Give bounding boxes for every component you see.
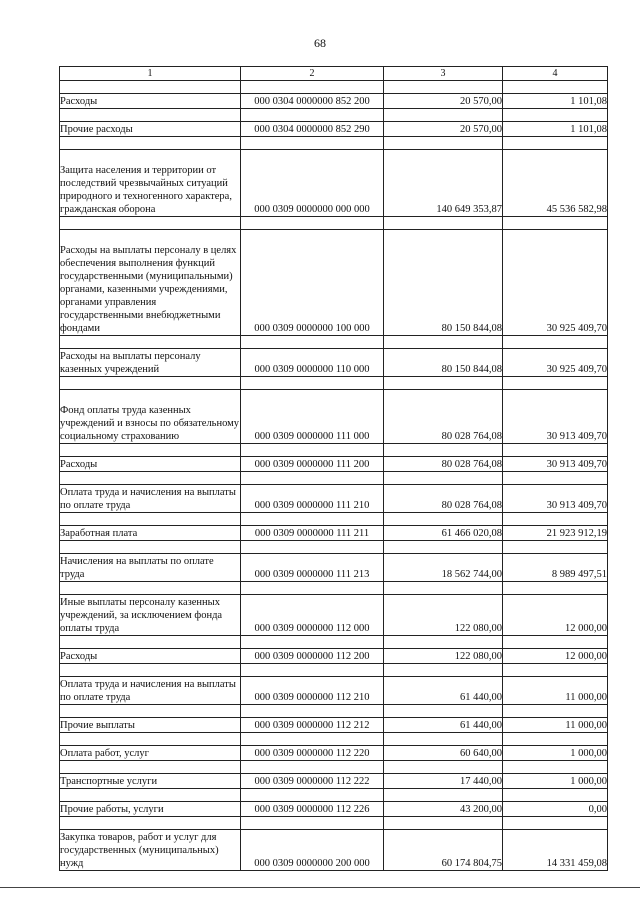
row-gap bbox=[60, 444, 608, 457]
gap-cell bbox=[60, 664, 241, 677]
gap-cell bbox=[384, 541, 503, 554]
table-row bbox=[60, 677, 608, 705]
row-value-col4: 21 923 912,19 bbox=[503, 526, 608, 541]
row-code-cell: 000 0309 0000000 110 000 bbox=[241, 349, 384, 377]
table-row bbox=[60, 122, 608, 137]
row-code-cell: 000 0304 0000000 852 200 bbox=[241, 94, 384, 109]
row-name-cell: Оплата труда и начисления на выплаты по оплате труда bbox=[60, 485, 241, 513]
gap-cell bbox=[384, 217, 503, 230]
gap-cell bbox=[60, 377, 241, 390]
row-gap bbox=[60, 81, 608, 94]
row-gap bbox=[60, 705, 608, 718]
gap-cell bbox=[241, 761, 384, 774]
row-value-col3: 61 440,00 bbox=[384, 677, 503, 705]
row-gap bbox=[60, 472, 608, 485]
row-code-cell: 000 0304 0000000 852 290 bbox=[241, 122, 384, 137]
gap-cell bbox=[60, 582, 241, 595]
row-gap bbox=[60, 817, 608, 830]
row-name-cell: Расходы bbox=[60, 457, 241, 472]
gap-cell bbox=[60, 444, 241, 457]
row-gap bbox=[60, 636, 608, 649]
gap-cell bbox=[503, 472, 608, 485]
row-name-cell: Начисления на выплаты по оплате труда bbox=[60, 554, 241, 582]
table-header-row bbox=[60, 67, 608, 81]
row-name-cell: Расходы bbox=[60, 649, 241, 664]
gap-cell bbox=[241, 137, 384, 150]
row-value-col3: 61 466 020,08 bbox=[384, 526, 503, 541]
gap-cell bbox=[384, 444, 503, 457]
row-gap bbox=[60, 109, 608, 122]
row-code-cell: 000 0309 0000000 112 220 bbox=[241, 746, 384, 761]
gap-cell bbox=[241, 789, 384, 802]
column-header-4: 4 bbox=[503, 67, 608, 81]
row-value-col4: 30 913 409,70 bbox=[503, 485, 608, 513]
column-header-3: 3 bbox=[384, 67, 503, 81]
row-name-cell: Прочие работы, услуги bbox=[60, 802, 241, 817]
gap-cell bbox=[384, 513, 503, 526]
gap-cell bbox=[503, 336, 608, 349]
gap-cell bbox=[503, 789, 608, 802]
row-gap bbox=[60, 513, 608, 526]
gap-cell bbox=[503, 81, 608, 94]
gap-cell bbox=[503, 109, 608, 122]
row-value-col3: 140 649 353,87 bbox=[384, 150, 503, 217]
gap-cell bbox=[60, 513, 241, 526]
gap-cell bbox=[503, 664, 608, 677]
row-name-cell: Фонд оплаты труда казенных учреждений и взносы по обязательному социальному страхованию bbox=[60, 390, 241, 444]
table-row bbox=[60, 774, 608, 789]
row-name-cell: Расходы на выплаты персоналу в целях обеспечения выполнения функций государственными (муниципальными) органами, казенными учреждениями, органами управления государственными внебюджетными фондами bbox=[60, 230, 241, 336]
row-value-col4: 30 925 409,70 bbox=[503, 230, 608, 336]
row-value-col3: 20 570,00 bbox=[384, 122, 503, 137]
row-value-col3: 61 440,00 bbox=[384, 718, 503, 733]
gap-cell bbox=[503, 761, 608, 774]
row-code-cell: 000 0309 0000000 000 000 bbox=[241, 150, 384, 217]
gap-cell bbox=[60, 336, 241, 349]
gap-cell bbox=[503, 817, 608, 830]
table-row bbox=[60, 150, 608, 217]
row-value-col3: 122 080,00 bbox=[384, 595, 503, 636]
gap-cell bbox=[241, 336, 384, 349]
row-code-cell: 000 0309 0000000 112 222 bbox=[241, 774, 384, 789]
row-code-cell: 000 0309 0000000 112 000 bbox=[241, 595, 384, 636]
row-gap bbox=[60, 377, 608, 390]
row-name-cell: Заработная плата bbox=[60, 526, 241, 541]
row-value-col3: 80 028 764,08 bbox=[384, 485, 503, 513]
gap-cell bbox=[241, 664, 384, 677]
gap-cell bbox=[384, 636, 503, 649]
table-row bbox=[60, 718, 608, 733]
gap-cell bbox=[241, 377, 384, 390]
row-code-cell: 000 0309 0000000 112 212 bbox=[241, 718, 384, 733]
gap-cell bbox=[241, 513, 384, 526]
row-value-col3: 60 640,00 bbox=[384, 746, 503, 761]
row-gap bbox=[60, 761, 608, 774]
row-value-col3: 43 200,00 bbox=[384, 802, 503, 817]
row-value-col4: 1 101,08 bbox=[503, 94, 608, 109]
table-row bbox=[60, 649, 608, 664]
row-code-cell: 000 0309 0000000 111 000 bbox=[241, 390, 384, 444]
gap-cell bbox=[384, 336, 503, 349]
table-row bbox=[60, 230, 608, 336]
gap-cell bbox=[60, 761, 241, 774]
row-code-cell: 000 0309 0000000 111 213 bbox=[241, 554, 384, 582]
gap-cell bbox=[384, 761, 503, 774]
gap-cell bbox=[60, 705, 241, 718]
row-name-cell: Прочие расходы bbox=[60, 122, 241, 137]
table-row bbox=[60, 94, 608, 109]
row-name-cell: Расходы на выплаты персоналу казенных учреждений bbox=[60, 349, 241, 377]
gap-cell bbox=[241, 217, 384, 230]
row-value-col3: 80 028 764,08 bbox=[384, 390, 503, 444]
table-body bbox=[60, 81, 608, 871]
gap-cell bbox=[384, 81, 503, 94]
row-value-col3: 60 174 804,75 bbox=[384, 830, 503, 871]
gap-cell bbox=[503, 733, 608, 746]
row-gap bbox=[60, 336, 608, 349]
row-value-col4: 30 925 409,70 bbox=[503, 349, 608, 377]
gap-cell bbox=[241, 109, 384, 122]
gap-cell bbox=[60, 81, 241, 94]
gap-cell bbox=[503, 541, 608, 554]
table-row bbox=[60, 485, 608, 513]
gap-cell bbox=[60, 109, 241, 122]
gap-cell bbox=[241, 541, 384, 554]
row-name-cell: Прочие выплаты bbox=[60, 718, 241, 733]
row-code-cell: 000 0309 0000000 112 210 bbox=[241, 677, 384, 705]
gap-cell bbox=[60, 541, 241, 554]
row-code-cell: 000 0309 0000000 111 211 bbox=[241, 526, 384, 541]
table-row bbox=[60, 554, 608, 582]
gap-cell bbox=[384, 472, 503, 485]
gap-cell bbox=[503, 217, 608, 230]
gap-cell bbox=[241, 705, 384, 718]
row-name-cell: Закупка товаров, работ и услуг для государственных (муниципальных) нужд bbox=[60, 830, 241, 871]
table-row bbox=[60, 349, 608, 377]
table-row bbox=[60, 746, 608, 761]
table-row bbox=[60, 802, 608, 817]
row-value-col4: 30 913 409,70 bbox=[503, 457, 608, 472]
gap-cell bbox=[384, 733, 503, 746]
row-gap bbox=[60, 664, 608, 677]
row-value-col4: 1 000,00 bbox=[503, 774, 608, 789]
gap-cell bbox=[60, 137, 241, 150]
page-bottom-rule bbox=[0, 887, 640, 888]
gap-cell bbox=[384, 582, 503, 595]
row-value-col4: 30 913 409,70 bbox=[503, 390, 608, 444]
row-value-col4: 12 000,00 bbox=[503, 595, 608, 636]
row-value-col4: 14 331 459,08 bbox=[503, 830, 608, 871]
gap-cell bbox=[384, 789, 503, 802]
row-code-cell: 000 0309 0000000 100 000 bbox=[241, 230, 384, 336]
gap-cell bbox=[503, 582, 608, 595]
row-gap bbox=[60, 217, 608, 230]
row-value-col4: 0,00 bbox=[503, 802, 608, 817]
gap-cell bbox=[60, 733, 241, 746]
gap-cell bbox=[503, 513, 608, 526]
gap-cell bbox=[384, 817, 503, 830]
row-value-col3: 80 028 764,08 bbox=[384, 457, 503, 472]
row-name-cell: Транспортные услуги bbox=[60, 774, 241, 789]
gap-cell bbox=[241, 81, 384, 94]
gap-cell bbox=[241, 472, 384, 485]
gap-cell bbox=[384, 137, 503, 150]
row-value-col3: 20 570,00 bbox=[384, 94, 503, 109]
row-value-col4: 11 000,00 bbox=[503, 718, 608, 733]
page-number: 68 bbox=[314, 36, 326, 50]
gap-cell bbox=[241, 582, 384, 595]
column-header-1: 1 bbox=[60, 67, 241, 81]
gap-cell bbox=[241, 636, 384, 649]
table-row bbox=[60, 595, 608, 636]
row-value-col3: 80 150 844,08 bbox=[384, 349, 503, 377]
row-gap bbox=[60, 789, 608, 802]
table-row bbox=[60, 457, 608, 472]
gap-cell bbox=[503, 377, 608, 390]
table-row bbox=[60, 830, 608, 871]
row-name-cell: Иные выплаты персоналу казенных учреждений, за исключением фонда оплаты труда bbox=[60, 595, 241, 636]
row-value-col4: 1 101,08 bbox=[503, 122, 608, 137]
table-row bbox=[60, 526, 608, 541]
row-value-col3: 80 150 844,08 bbox=[384, 230, 503, 336]
gap-cell bbox=[60, 789, 241, 802]
gap-cell bbox=[503, 705, 608, 718]
row-value-col4: 45 536 582,98 bbox=[503, 150, 608, 217]
gap-cell bbox=[241, 733, 384, 746]
row-name-cell: Оплата работ, услуг bbox=[60, 746, 241, 761]
gap-cell bbox=[503, 137, 608, 150]
row-gap bbox=[60, 733, 608, 746]
row-value-col4: 8 989 497,51 bbox=[503, 554, 608, 582]
row-value-col4: 11 000,00 bbox=[503, 677, 608, 705]
gap-cell bbox=[384, 377, 503, 390]
gap-cell bbox=[60, 636, 241, 649]
row-name-cell: Защита населения и территории от последствий чрезвычайных ситуаций природного и техногенного характера, гражданская оборона bbox=[60, 150, 241, 217]
row-code-cell: 000 0309 0000000 112 226 bbox=[241, 802, 384, 817]
row-value-col3: 18 562 744,00 bbox=[384, 554, 503, 582]
gap-cell bbox=[241, 444, 384, 457]
row-gap bbox=[60, 541, 608, 554]
table-row bbox=[60, 390, 608, 444]
gap-cell bbox=[60, 217, 241, 230]
gap-cell bbox=[60, 472, 241, 485]
row-code-cell: 000 0309 0000000 111 210 bbox=[241, 485, 384, 513]
gap-cell bbox=[60, 817, 241, 830]
column-header-2: 2 bbox=[241, 67, 384, 81]
gap-cell bbox=[384, 705, 503, 718]
row-value-col3: 17 440,00 bbox=[384, 774, 503, 789]
row-name-cell: Оплата труда и начисления на выплаты по оплате труда bbox=[60, 677, 241, 705]
row-code-cell: 000 0309 0000000 112 200 bbox=[241, 649, 384, 664]
gap-cell bbox=[503, 444, 608, 457]
row-gap bbox=[60, 137, 608, 150]
row-code-cell: 000 0309 0000000 111 200 bbox=[241, 457, 384, 472]
row-name-cell: Расходы bbox=[60, 94, 241, 109]
gap-cell bbox=[503, 636, 608, 649]
gap-cell bbox=[241, 817, 384, 830]
budget-table bbox=[59, 66, 608, 871]
row-gap bbox=[60, 582, 608, 595]
row-value-col4: 12 000,00 bbox=[503, 649, 608, 664]
row-value-col3: 122 080,00 bbox=[384, 649, 503, 664]
row-code-cell: 000 0309 0000000 200 000 bbox=[241, 830, 384, 871]
row-value-col4: 1 000,00 bbox=[503, 746, 608, 761]
gap-cell bbox=[384, 664, 503, 677]
gap-cell bbox=[384, 109, 503, 122]
